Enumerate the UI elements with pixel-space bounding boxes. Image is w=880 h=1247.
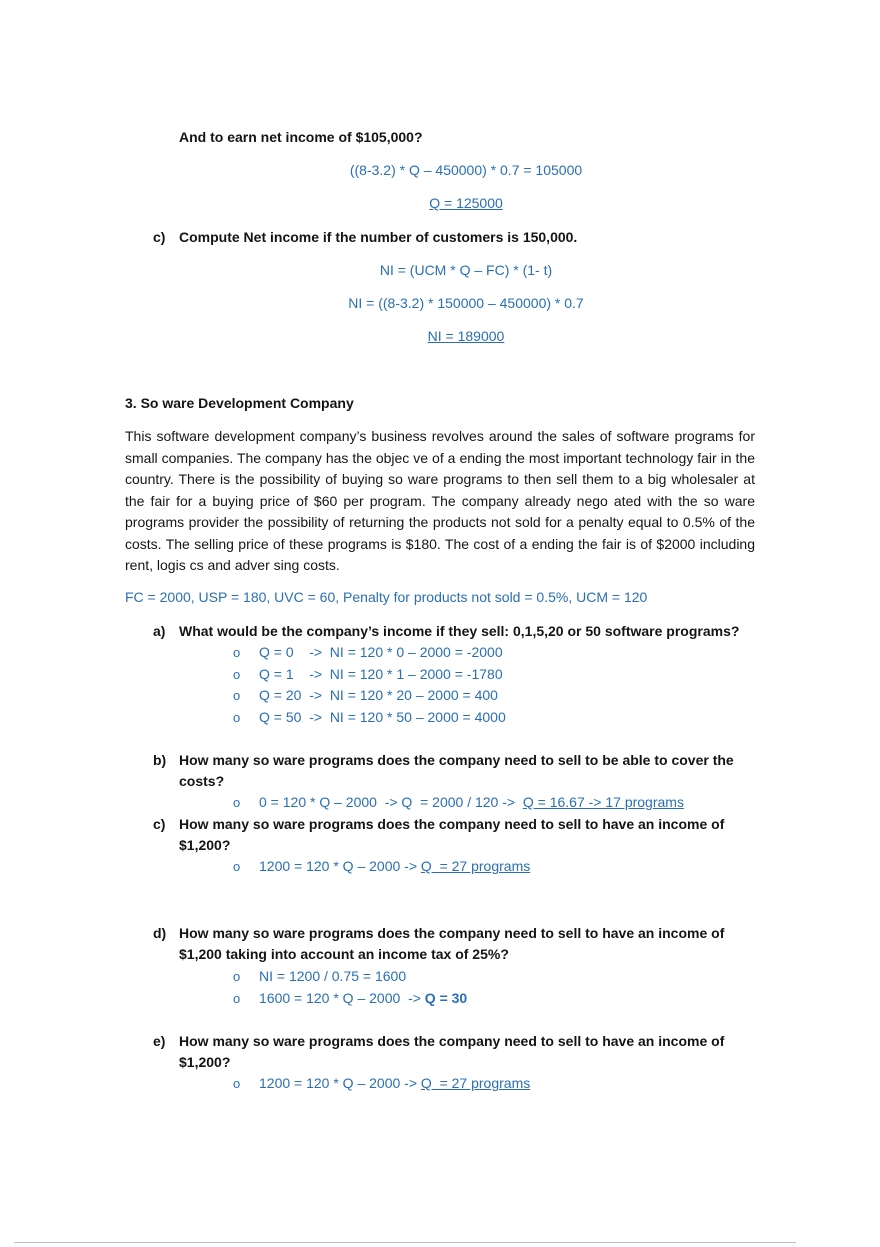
bullet-marker: o <box>233 710 241 725</box>
q-d-bullet-2-result: Q = 30 <box>424 990 468 1006</box>
q-b-answer-result: Q = 16.67 -> 17 programs <box>522 794 684 810</box>
q-d-bullet-2-work: 1600 = 120 * Q – 2000 -> <box>259 990 425 1006</box>
q-a-letter: a) <box>153 623 166 639</box>
prev-b-question: And to earn net income of $105,000? <box>179 129 423 145</box>
prev-c-answer-text: NI = 189000 <box>427 328 505 344</box>
prev-c-equation-1: NI = (UCM * Q – FC) * (1- t) <box>379 262 553 278</box>
q-c-answer-work: 1200 = 120 * Q – 2000 -> <box>259 858 421 874</box>
q-d-bullet-2 <box>259 989 467 1007</box>
bullet-marker: o <box>233 991 241 1006</box>
q-b-question-line-2: costs? <box>179 773 225 789</box>
bullet-marker: o <box>233 645 241 660</box>
q-b-answer <box>259 793 684 811</box>
q-a-bullet-4: Q = 50 -> NI = 120 * 50 – 2000 = 4000 <box>259 709 506 725</box>
bullet-marker: o <box>233 1076 241 1091</box>
q-b-question-line-1: How many so ware programs does the company need to sell to be able to cover the <box>179 752 734 768</box>
q-e-answer-result: Q = 27 programs <box>420 1075 531 1091</box>
q-c-question-line-2: $1,200? <box>179 837 231 853</box>
q-d-bullet-1: NI = 1200 / 0.75 = 1600 <box>259 968 407 984</box>
q-e-letter: e) <box>153 1033 166 1049</box>
prev-b-equation-1: ((8-3.2) * Q – 450000) * 0.7 = 105000 <box>349 162 583 178</box>
bullet-marker: o <box>233 969 241 984</box>
section-title: 3. So ware Development Company <box>125 395 354 411</box>
q-c-answer-result: Q = 27 programs <box>420 858 531 874</box>
q-e-question-line-1: How many so ware programs does the company need to sell to have an income of <box>179 1033 725 1049</box>
bullet-marker: o <box>233 688 241 703</box>
q-e-answer <box>259 1074 530 1092</box>
q-e-question-line-2: $1,200? <box>179 1054 231 1070</box>
q-c-question-line-1: How many so ware programs does the company need to sell to have an income of <box>179 816 725 832</box>
q-a-question: What would be the company’s income if they sell: 0,1,5,20 or 50 software programs? <box>179 623 740 639</box>
q-c-answer <box>259 857 530 875</box>
givens-line: FC = 2000, USP = 180, UVC = 60, Penalty for products not sold = 0.5%, UCM = 120 <box>125 589 648 605</box>
q-a-bullet-2: Q = 1 -> NI = 120 * 1 – 2000 = -1780 <box>259 666 503 682</box>
bullet-marker: o <box>233 859 241 874</box>
footer-divider <box>14 1242 796 1243</box>
prev-b-answer <box>0 194 880 212</box>
prev-c-equation-2: NI = ((8-3.2) * 150000 – 450000) * 0.7 <box>348 295 584 311</box>
bullet-marker: o <box>233 667 241 682</box>
bullet-marker: o <box>233 795 241 810</box>
section-paragraph: This software development company’s business revolves around the sales of software programs for small companies. The company has the objec ve of a ending the most important technology fair in the country. There is the possibility of buying so ware programs to then sell them to a big wholesaler at the fair for a buying price of $60 per program. The company already nego ated with the so ware programs provider the possibility of returning the products not sold for a penalty equal to 0.5% of the costs. The selling price of these programs is $180. The cost of a ending the fair is of $2000 including rent, logis cs and adver sing costs. <box>125 428 755 573</box>
q-a-bullet-1: Q = 0 -> NI = 120 * 0 – 2000 = -2000 <box>259 644 503 660</box>
q-d-letter: d) <box>153 925 167 941</box>
q-b-letter: b) <box>153 752 167 768</box>
q-b-answer-work: 0 = 120 * Q – 2000 -> Q = 2000 / 120 -> <box>259 794 523 810</box>
q-c-letter: c) <box>153 816 166 832</box>
q-e-answer-work: 1200 = 120 * Q – 2000 -> <box>259 1075 421 1091</box>
prev-c-letter: c) <box>153 229 166 245</box>
q-d-question-line-1: How many so ware programs does the company need to sell to have an income of <box>179 925 725 941</box>
prev-b-answer-text: Q = 125000 <box>429 195 503 211</box>
q-a-bullet-3: Q = 20 -> NI = 120 * 20 – 2000 = 400 <box>259 687 498 703</box>
prev-c-question: Compute Net income if the number of customers is 150,000. <box>179 229 578 245</box>
prev-c-answer <box>0 327 880 345</box>
q-d-question-line-2: $1,200 taking into account an income tax of 25%? <box>179 946 509 962</box>
